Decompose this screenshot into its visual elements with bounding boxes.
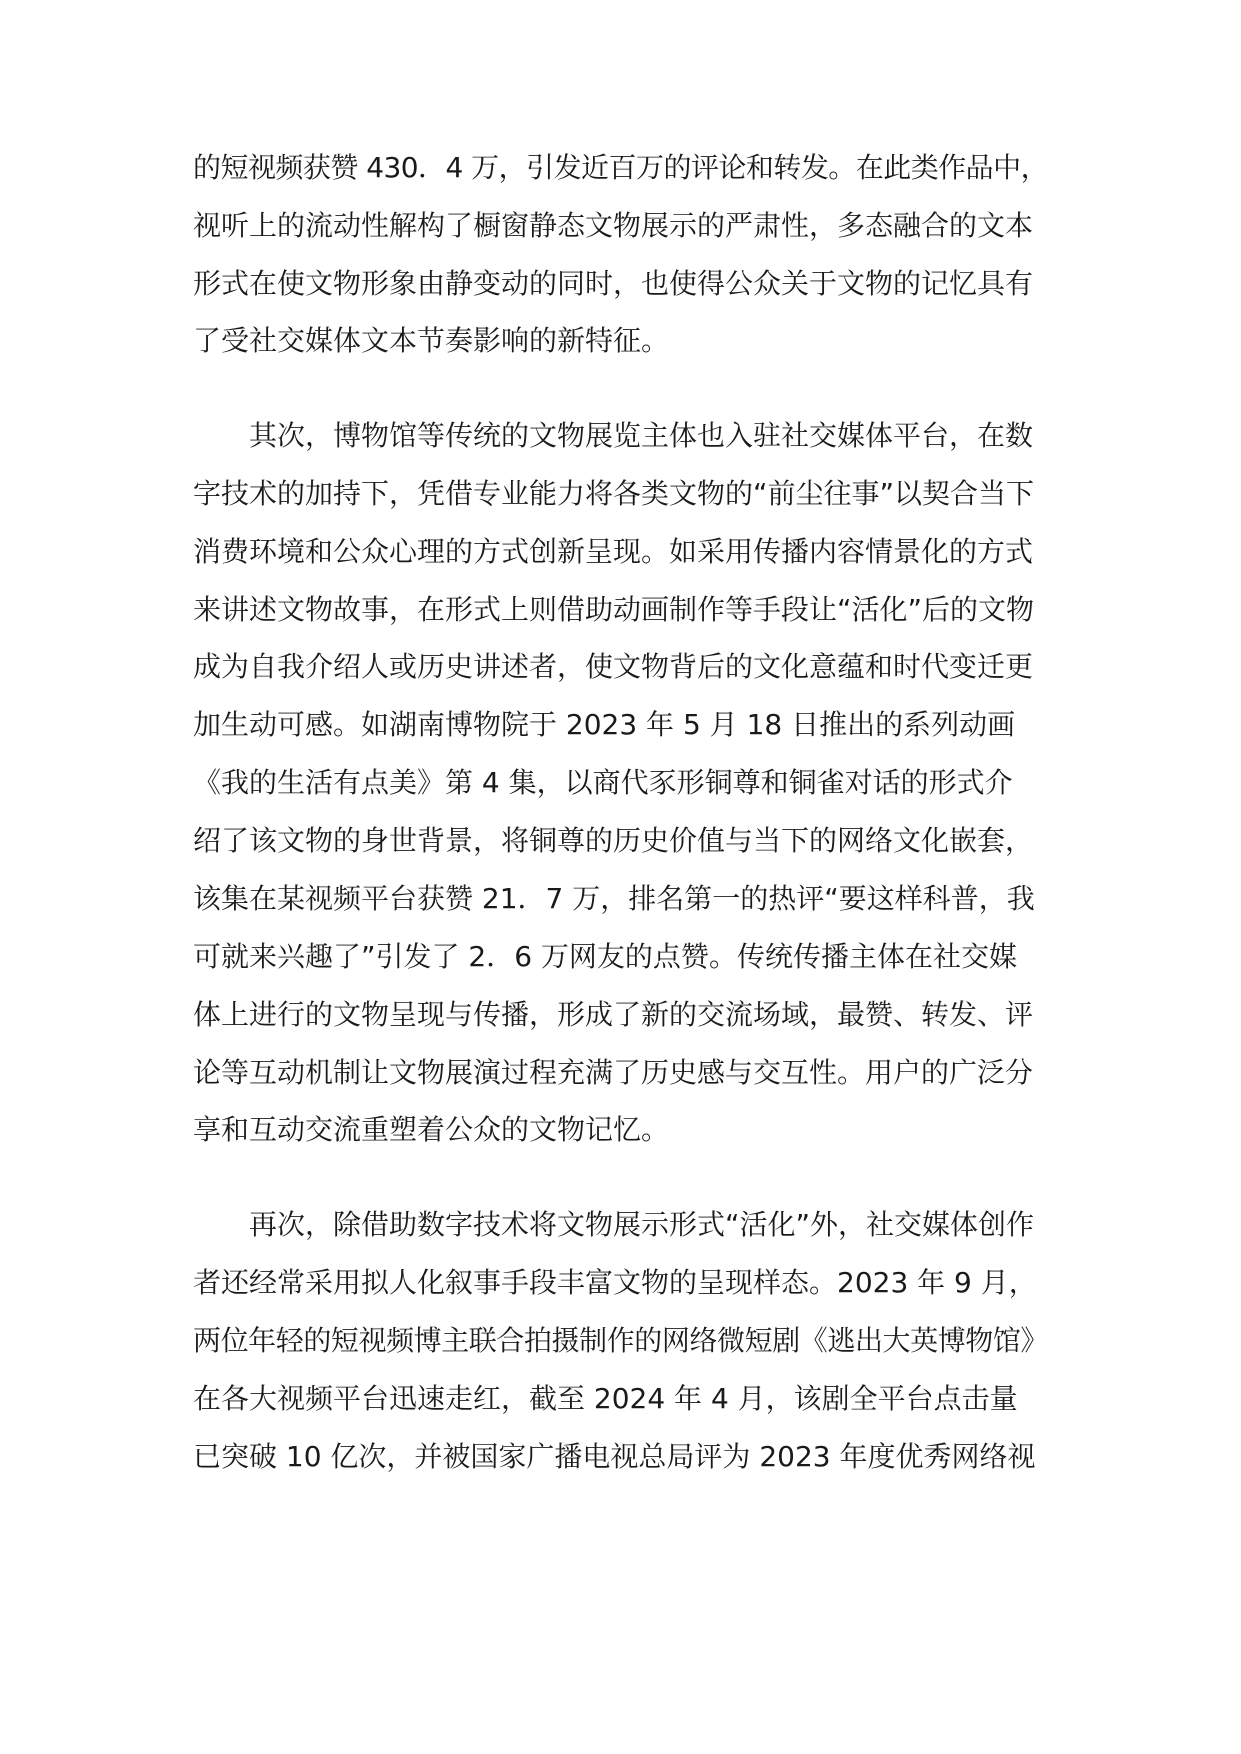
paragraph-3-line-3: 两位年轻的短视频博主联合拍摄制作的网络微短剧《逃出大英博物馆》 xyxy=(193,1324,1049,1357)
paragraph-3-line-5: 已突破 10 亿次，并被国家广播电视总局评为 2023 年度优秀网络视 xyxy=(193,1440,1036,1473)
paragraph-2-line-10: 可就来兴趣了”引发了 2．6 万网友的点赞。传统传播主体在社交媒 xyxy=(193,940,1017,973)
paragraph-2-line-8: 绍了该文物的身世背景，将铜尊的历史价值与当下的网络文化嵌套， xyxy=(193,824,1034,857)
paragraph-2-line-2: 字技术的加持下，凭借专业能力将各类文物的“前尘往事”以契合当下 xyxy=(193,477,1035,510)
paragraph-2-line-5: 成为自我介绍人或历史讲述者，使文物背后的文化意蕴和时代变迁更 xyxy=(193,650,1034,683)
paragraph-3-line-4: 在各大视频平台迅速走红，截至 2024 年 4 月，该剧全平台点击量 xyxy=(193,1382,1018,1415)
paragraph-2-line-4: 来讲述文物故事，在形式上则借助动画制作等手段让“活化”后的文物 xyxy=(193,593,1035,626)
paragraph-2-line-6: 加生动可感。如湖南博物院于 2023 年 5 月 18 日推出的系列动画 xyxy=(193,708,1016,741)
paragraph-1-line-2: 视听上的流动性解构了橱窗静态文物展示的严肃性，多态融合的文本 xyxy=(193,209,1034,242)
paragraph-2-line-7: 《我的生活有点美》第 4 集，以商代豕形铜尊和铜雀对话的形式介 xyxy=(193,766,1013,799)
paragraph-2-line-12: 论等互动机制让文物展演过程充满了历史感与交互性。用户的广泛分 xyxy=(193,1056,1034,1089)
paragraph-1-line-1: 的短视频获赞 430．4 万，引发近百万的评论和转发。在此类作品中， xyxy=(193,151,1049,184)
paragraph-3-line-2: 者还经常采用拟人化叙事手段丰富文物的呈现样态。2023 年 9 月， xyxy=(193,1266,1037,1299)
paragraph-1-line-4: 了受社交媒体文本节奏影响的新特征。 xyxy=(193,324,670,357)
paragraph-2-line-11: 体上进行的文物呈现与传播，形成了新的交流场域，最赞、转发、评 xyxy=(193,998,1034,1031)
paragraph-2-line-13: 享和互动交流重塑着公众的文物记忆。 xyxy=(193,1113,670,1146)
paragraph-2-line-9: 该集在某视频平台获赞 21．7 万，排名第一的热评“要这样科普，我 xyxy=(193,882,1035,915)
paragraph-2-line-1: 其次，博物馆等传统的文物展览主体也入驻社交媒体平台，在数 xyxy=(249,419,1034,452)
paragraph-3-line-1: 再次，除借助数字技术将文物展示形式“活化”外，社交媒体创作 xyxy=(249,1208,1035,1241)
paragraph-1-line-3: 形式在使文物形象由静变动的同时，也使得公众关于文物的记忆具有 xyxy=(193,267,1034,300)
paragraph-2-line-3: 消费环境和公众心理的方式创新呈现。如采用传播内容情景化的方式 xyxy=(193,535,1034,568)
